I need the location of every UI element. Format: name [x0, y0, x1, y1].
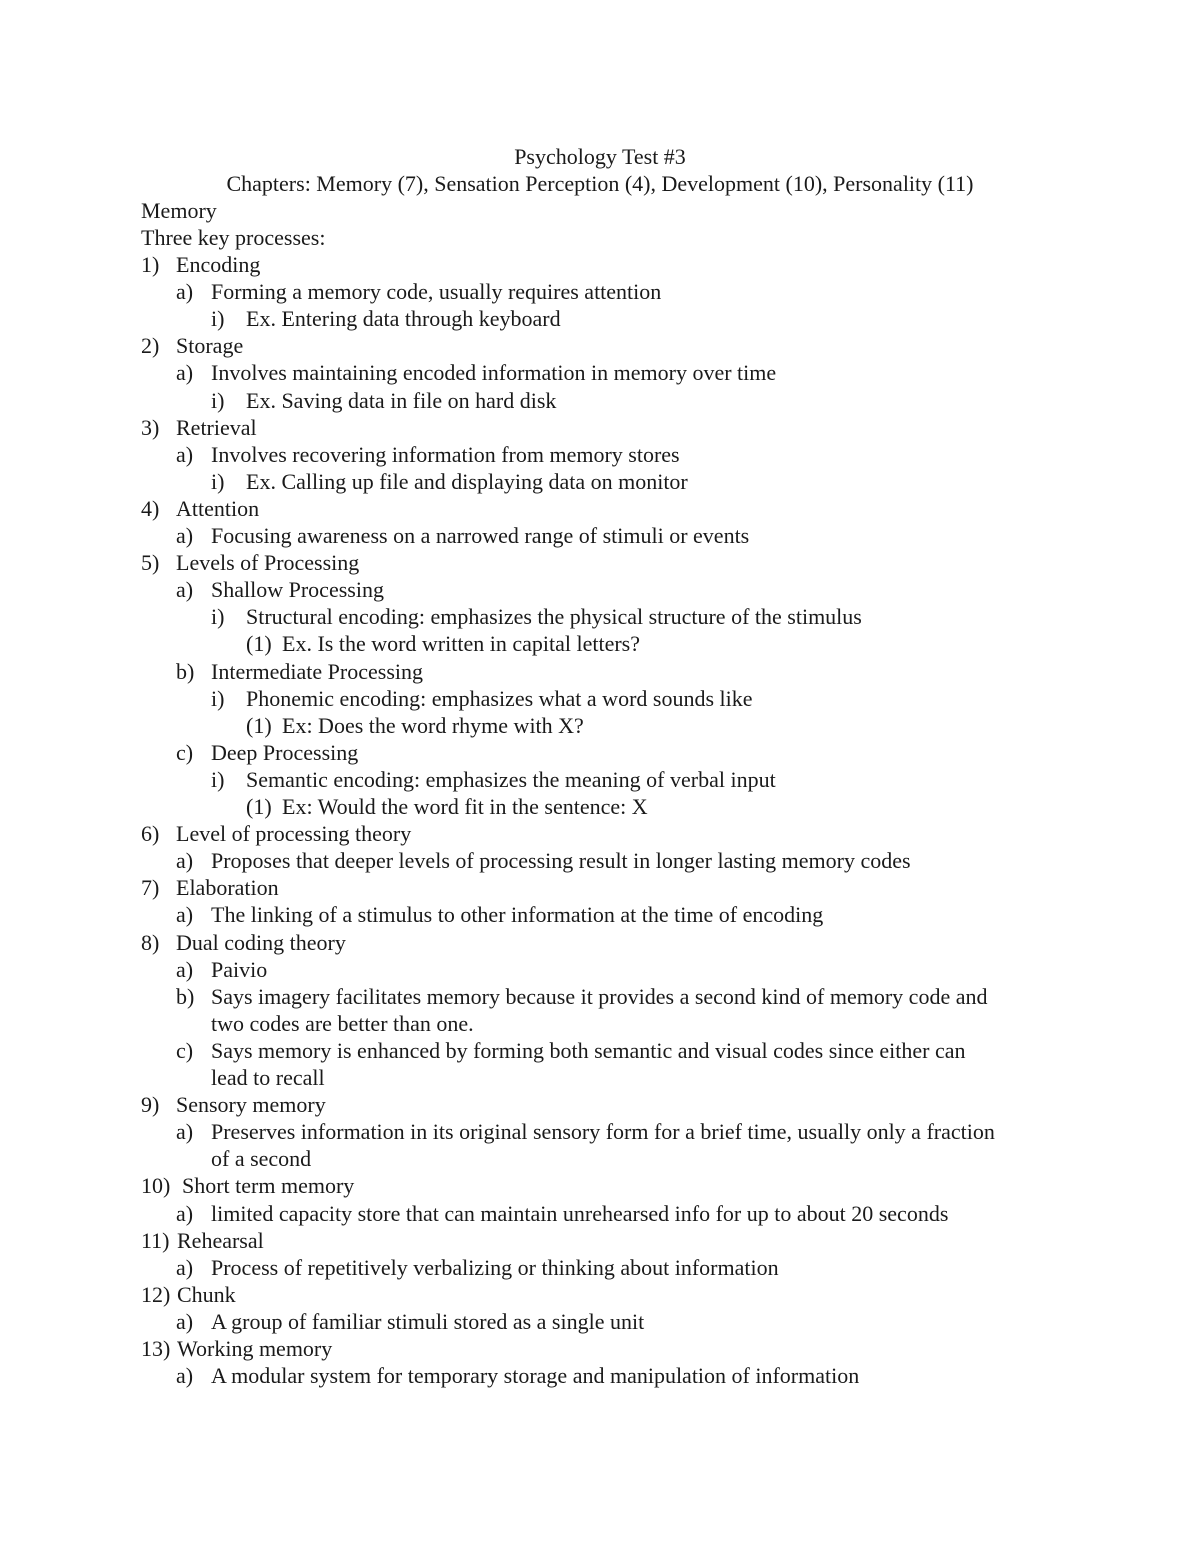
- list-item-text: Ex: Does the word rhyme with X?: [282, 713, 584, 738]
- chapters-line: Chapters: Memory (7), Sensation Perception (4), Development (10), Personality (11): [226, 171, 974, 196]
- list-marker: a): [176, 442, 194, 467]
- list-marker: i): [211, 306, 225, 331]
- list-marker: (1): [246, 631, 272, 656]
- list-marker: a): [176, 902, 194, 927]
- list-marker: (1): [246, 713, 272, 738]
- list-item-text: lead to recall: [211, 1065, 325, 1090]
- list-marker: a): [176, 957, 194, 982]
- list-marker: i): [211, 388, 225, 413]
- list-item-text: Process of repetitively verbalizing or thinking about information: [211, 1255, 779, 1280]
- list-marker: i): [211, 604, 225, 629]
- list-item-text: Ex. Saving data in file on hard disk: [246, 388, 557, 413]
- list-item-text: The linking of a stimulus to other information at the time of encoding: [211, 902, 824, 927]
- list-item-text: Level of processing theory: [176, 821, 412, 846]
- list-item-text: Says memory is enhanced by forming both semantic and visual codes since either can: [211, 1038, 966, 1063]
- list-item-text: Focusing awareness on a narrowed range of stimuli or events: [211, 523, 750, 548]
- list-item-text: A group of familiar stimuli stored as a single unit: [211, 1309, 645, 1334]
- list-item-text: Rehearsal: [177, 1228, 264, 1253]
- list-marker: 2): [141, 333, 160, 358]
- list-marker: a): [176, 279, 194, 304]
- list-marker: c): [176, 1038, 194, 1063]
- list-item-text: Retrieval: [176, 415, 257, 440]
- list-item-text: Ex: Would the word fit in the sentence: X: [282, 794, 648, 819]
- list-item-text: A modular system for temporary storage and manipulation of information: [211, 1363, 860, 1388]
- list-marker: a): [176, 1201, 194, 1226]
- list-marker: 4): [141, 496, 160, 521]
- list-marker: 9): [141, 1092, 160, 1117]
- list-item-text: Attention: [176, 496, 260, 521]
- list-item-text: Structural encoding: emphasizes the physical structure of the stimulus: [246, 604, 862, 629]
- list-marker: 13): [141, 1336, 171, 1361]
- list-item-text: Paivio: [211, 957, 268, 982]
- list-item-text: Deep Processing: [211, 740, 359, 765]
- list-marker: 8): [141, 930, 160, 955]
- list-marker: c): [176, 740, 194, 765]
- list-item-text: Short term memory: [182, 1173, 355, 1198]
- list-marker: a): [176, 1255, 194, 1280]
- list-marker: i): [211, 686, 225, 711]
- list-marker: 6): [141, 821, 160, 846]
- list-marker: 11): [141, 1228, 170, 1253]
- list-item-text: Preserves information in its original sensory form for a brief time, usually only a fraction: [211, 1119, 995, 1144]
- list-item-text: Intermediate Processing: [211, 659, 423, 684]
- intro-line: Three key processes:: [141, 225, 326, 250]
- list-marker: 7): [141, 875, 160, 900]
- list-item-text: of a second: [211, 1146, 312, 1171]
- list-item-text: Sensory memory: [176, 1092, 326, 1117]
- list-item-text: Encoding: [176, 252, 261, 277]
- list-marker: 1): [141, 252, 160, 277]
- list-item-text: Shallow Processing: [211, 577, 384, 602]
- list-marker: a): [176, 577, 194, 602]
- list-item-text: Working memory: [177, 1336, 333, 1361]
- list-marker: a): [176, 1363, 194, 1388]
- list-marker: b): [176, 659, 195, 684]
- list-item-text: Involves recovering information from memory stores: [211, 442, 680, 467]
- list-marker: a): [176, 1119, 194, 1144]
- list-item-text: Says imagery facilitates memory because it provides a second kind of memory code and: [211, 984, 988, 1009]
- list-marker: (1): [246, 794, 272, 819]
- list-marker: a): [176, 360, 194, 385]
- list-marker: i): [211, 469, 225, 494]
- list-item-text: Proposes that deeper levels of processing result in longer lasting memory codes: [211, 848, 911, 873]
- list-marker: a): [176, 523, 194, 548]
- list-item-text: Forming a memory code, usually requires attention: [211, 279, 662, 304]
- list-item-text: Elaboration: [176, 875, 279, 900]
- page-title: Psychology Test #3: [514, 144, 686, 169]
- list-item-text: limited capacity store that can maintain unrehearsed info for up to about 20 seconds: [211, 1201, 949, 1226]
- list-item-text: two codes are better than one.: [211, 1011, 474, 1036]
- list-marker: b): [176, 984, 195, 1009]
- list-item-text: Involves maintaining encoded information in memory over time: [211, 360, 777, 385]
- list-item-text: Chunk: [177, 1282, 236, 1307]
- list-item-text: Ex. Is the word written in capital letters?: [282, 631, 640, 656]
- list-marker: 12): [141, 1282, 171, 1307]
- list-marker: a): [176, 1309, 194, 1334]
- list-marker: 5): [141, 550, 160, 575]
- list-item-text: Levels of Processing: [176, 550, 360, 575]
- list-marker: 10): [141, 1173, 171, 1198]
- list-marker: i): [211, 767, 225, 792]
- list-item-text: Ex. Calling up file and displaying data on monitor: [246, 469, 688, 494]
- list-item-text: Ex. Entering data through keyboard: [246, 306, 561, 331]
- section-heading: Memory: [141, 198, 217, 223]
- list-item-text: Storage: [176, 333, 244, 358]
- list-marker: 3): [141, 415, 160, 440]
- list-item-text: Dual coding theory: [176, 930, 346, 955]
- list-item-text: Phonemic encoding: emphasizes what a word sounds like: [246, 686, 753, 711]
- list-marker: a): [176, 848, 194, 873]
- list-item-text: Semantic encoding: emphasizes the meaning of verbal input: [246, 767, 776, 792]
